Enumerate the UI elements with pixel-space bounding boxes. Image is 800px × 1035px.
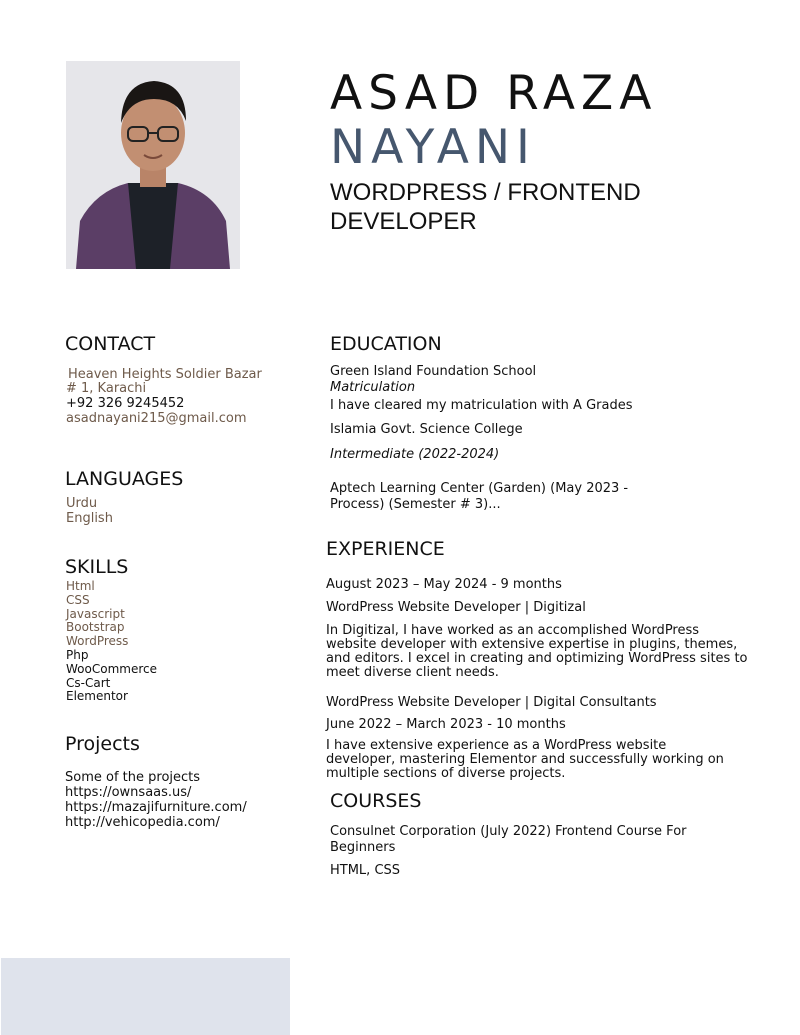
skill-item: CSS xyxy=(66,592,90,607)
aptech-line2: Process) (Semester # 3)... xyxy=(330,497,501,512)
name-last: NAYANI xyxy=(330,120,536,175)
courses-heading: COURSES xyxy=(330,790,422,812)
projects-heading: Projects xyxy=(65,733,140,755)
languages-heading: LANGUAGES xyxy=(65,468,184,490)
course-skills: HTML, CSS xyxy=(330,863,401,878)
skill-item: WordPress xyxy=(66,634,129,649)
skills-list xyxy=(66,580,157,704)
address-line2: # 1, Karachi xyxy=(66,381,147,396)
email-link[interactable]: asadnayani215@gmail.com xyxy=(66,411,247,426)
skill-item: Cs-Cart xyxy=(66,675,111,690)
job1-desc-line2: website developer with extensive expertise in plugins, themes, xyxy=(326,637,738,652)
job1-title: WordPress Website Developer | Digitizal xyxy=(326,600,586,615)
person-silhouette-icon xyxy=(66,61,240,269)
job2-desc-line2: developer, mastering Elementor and successfully working on xyxy=(326,752,724,767)
job-title-line1: WORDPRESS / FRONTEND xyxy=(330,179,641,206)
footer-accent-block xyxy=(1,958,290,1035)
phone-number: +92 326 9245452 xyxy=(66,396,185,411)
job-title-line2: DEVELOPER xyxy=(330,208,477,235)
projects-intro: Some of the projects xyxy=(65,770,201,785)
skill-item: Php xyxy=(66,647,89,662)
job2-desc-line1: I have extensive experience as a WordPress website xyxy=(326,738,667,753)
college-degree: Intermediate (2022-2024) xyxy=(330,447,500,462)
skill-item: WooCommerce xyxy=(66,661,157,676)
skill-item: Javascript xyxy=(66,606,125,621)
job2-dates: June 2022 – March 2023 - 10 months xyxy=(326,717,566,732)
job2-title: WordPress Website Developer | Digital Consultants xyxy=(326,695,657,710)
name-first: ASAD RAZA xyxy=(330,66,658,121)
experience-heading: EXPERIENCE xyxy=(326,538,445,560)
skill-item: Bootstrap xyxy=(66,620,125,635)
college-name: Islamia Govt. Science College xyxy=(330,422,523,437)
job1-desc-line4: meet diverse client needs. xyxy=(326,665,499,680)
school-note: I have cleared my matriculation with A Grades xyxy=(330,398,633,413)
course-line1: Consulnet Corporation (July 2022) Frontend Course For xyxy=(330,824,687,839)
job1-desc-line1: In Digitizal, I have worked as an accomplished WordPress xyxy=(326,623,700,638)
course-line2: Beginners xyxy=(330,840,396,855)
language-item: English xyxy=(66,511,113,526)
job-title xyxy=(330,178,730,236)
language-item: Urdu xyxy=(66,496,98,511)
project-link[interactable]: http://vehicopedia.com/ xyxy=(65,815,220,830)
job1-dates: August 2023 – May 2024 - 9 months xyxy=(326,577,562,592)
school-degree: Matriculation xyxy=(330,380,416,395)
address-line1: Heaven Heights Soldier Bazar xyxy=(68,367,262,382)
skills-heading: SKILLS xyxy=(65,556,129,578)
education-heading: EDUCATION xyxy=(330,333,442,355)
job1-desc-line3: and editors. I excel in creating and optimizing WordPress sites to xyxy=(326,651,748,666)
skill-item: Html xyxy=(66,579,95,593)
project-link[interactable]: https://mazajifurniture.com/ xyxy=(65,800,247,815)
profile-photo xyxy=(66,61,240,269)
school-name: Green Island Foundation School xyxy=(330,364,537,379)
job2-desc-line3: multiple sections of diverse projects. xyxy=(326,766,566,781)
aptech-line1: Aptech Learning Center (Garden) (May 2023 - xyxy=(330,481,629,496)
skill-item: Elementor xyxy=(66,689,128,704)
contact-heading: CONTACT xyxy=(65,333,156,355)
project-link[interactable]: https://ownsaas.us/ xyxy=(65,785,192,800)
